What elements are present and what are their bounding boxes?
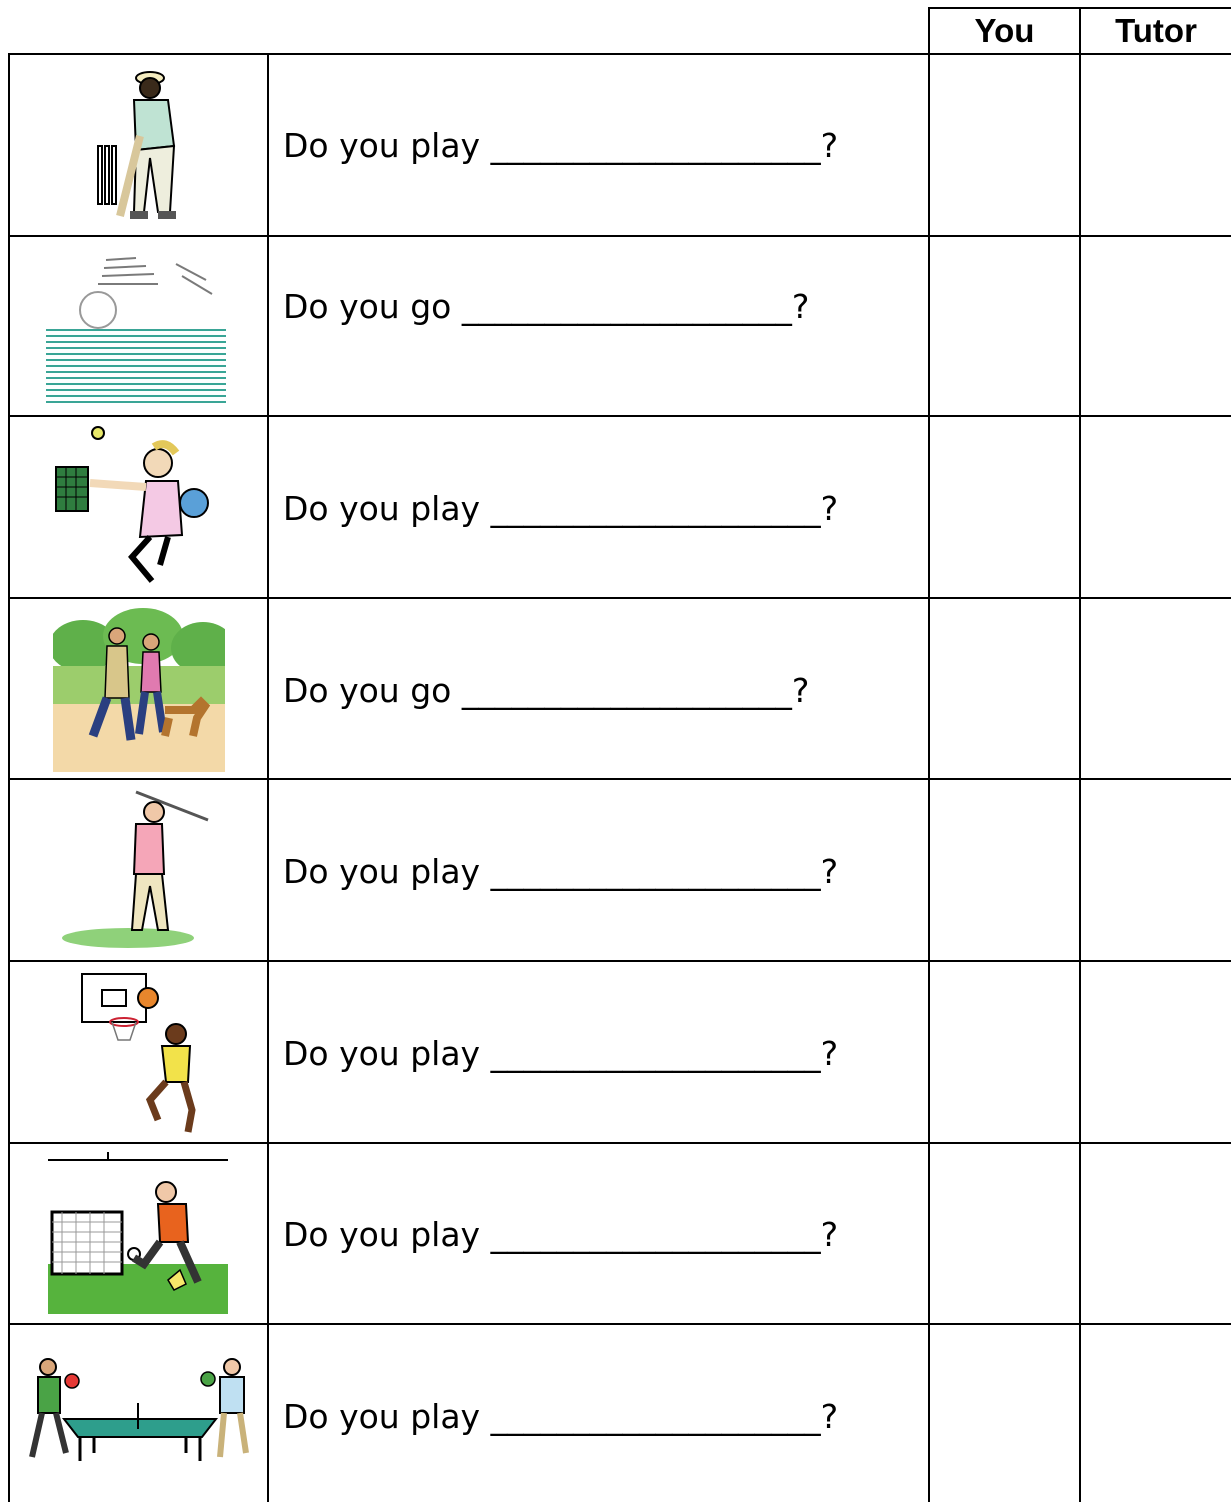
cricket-player-icon — [90, 66, 190, 222]
swimmer-icon — [46, 250, 226, 408]
question-text: Do you play ____________________? — [283, 489, 839, 528]
question-text: Do you play ____________________? — [283, 852, 839, 891]
badminton-player-icon — [50, 425, 226, 591]
header-you: You — [974, 12, 1035, 49]
golfer-icon — [58, 790, 218, 950]
answer-cell-tutor[interactable] — [1081, 55, 1231, 1502]
question-text: Do you play ____________________? — [283, 126, 839, 165]
couple-walking-dog-icon — [53, 606, 225, 772]
question-text: Do you play ____________________? — [283, 1397, 839, 1436]
column-divider — [8, 53, 10, 1502]
table-tennis-players-icon — [20, 1357, 256, 1475]
question-text: Do you go ____________________? — [283, 287, 810, 326]
column-divider — [267, 53, 269, 1502]
question-text: Do you go ____________________? — [283, 671, 810, 710]
question-text: Do you play ____________________? — [283, 1215, 839, 1254]
indoor-football-player-icon — [48, 1152, 228, 1314]
header-tutor: Tutor — [1115, 12, 1197, 49]
answer-cell-you[interactable] — [930, 55, 1079, 1502]
basketball-player-icon — [80, 970, 204, 1136]
question-text: Do you play ____________________? — [283, 1034, 839, 1073]
